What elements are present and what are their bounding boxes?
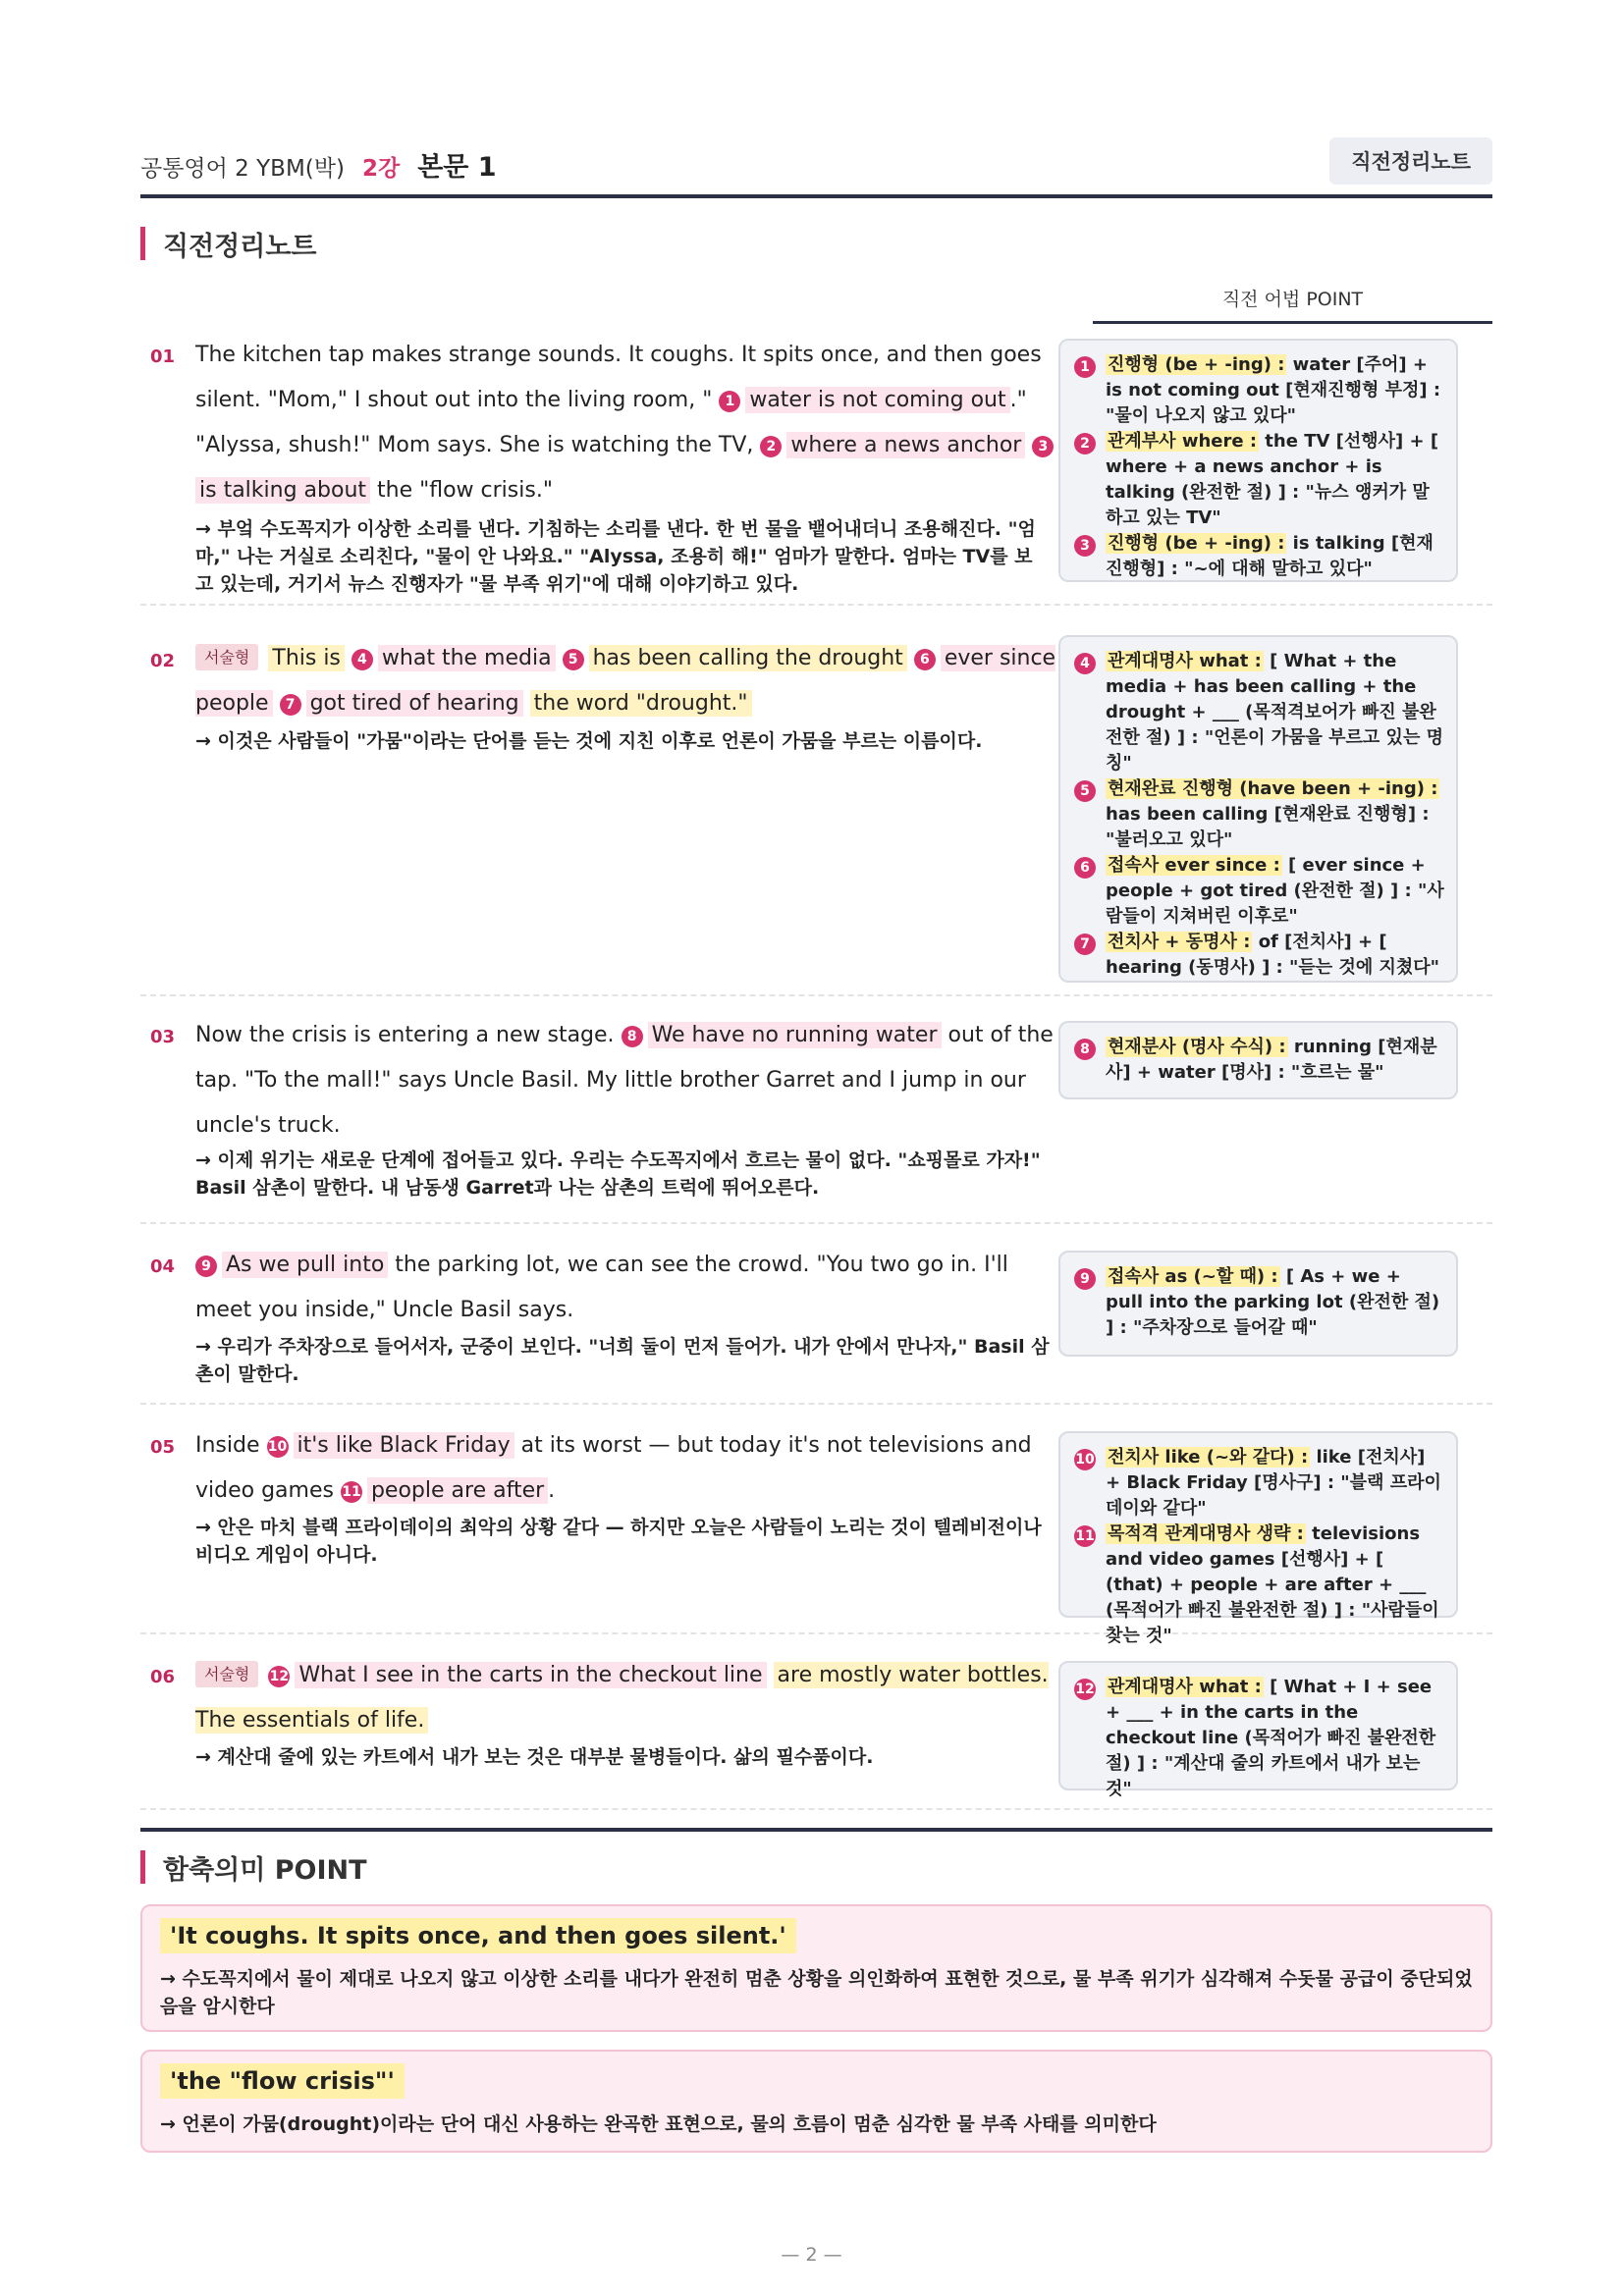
- grammar-point-box: [1058, 1021, 1458, 1099]
- passage-item-01: [140, 339, 1492, 606]
- grammar-point: 1 진행형 (be + -ing) : water [주어] + is not coming out [현재진행형 부정] : "물이 나오지 않고 있다": [1074, 352, 1444, 429]
- header-title: [140, 145, 497, 184]
- point-marker: 2: [760, 436, 782, 457]
- passage-item-02: [140, 631, 1492, 996]
- highlight-phrase: water is not coming out: [745, 387, 1009, 413]
- highlight-phrase: it's like Black Friday: [294, 1432, 514, 1459]
- highlight-phrase: what the media: [378, 645, 556, 671]
- highlight-phrase: is talking about: [195, 477, 370, 504]
- point-marker: 12: [268, 1666, 290, 1687]
- implication-quote: 'It coughs. It spits once, and then goes silent.': [160, 1918, 796, 1953]
- grammar-point: 8 현재분사 (명사 수식) : running [현재분사] + water [명사] : "흐르는 물": [1074, 1035, 1444, 1086]
- item-number: 04: [150, 1256, 176, 1277]
- section-bar: [140, 1850, 145, 1884]
- point-marker: 10: [267, 1436, 289, 1458]
- grammar-point-box: [1058, 1661, 1458, 1799]
- point-marker: 8: [622, 1026, 643, 1047]
- highlight-phrase: are mostly water bottles. The essentials of life.: [195, 1663, 1049, 1733]
- passage-item-05: [140, 1431, 1492, 1646]
- implication-title-text: 함축의미 POINT: [163, 1854, 367, 1886]
- section-title: [140, 226, 1492, 261]
- grammar-point: 7 전치사 + 동명사 : of [전치사] + [ hearing (동명사) ] : "듣는 것에 지쳤다": [1074, 930, 1444, 981]
- grammar-point-box: [1058, 1251, 1458, 1357]
- section-bar: [140, 227, 145, 260]
- grammar-point: 4 관계대명사 what : [ What + the media + has been calling + the drought + ___ (목적격보어가 빠진 불완전한 절) ] : "언론이 가뭄을 부르고 있는 명칭": [1074, 649, 1444, 776]
- passage-text: Inside 10 it's like Black Friday at its worst — but today it's not televisions and video games 11 people are after .: [195, 1433, 1032, 1503]
- grammar-point: 9 접속사 as (~할 때) : [ As + we + pull into the parking lot (완전한 절) ] : "주차장으로 들어갈 때": [1074, 1264, 1444, 1341]
- item-number: 01: [150, 347, 176, 367]
- point-marker: 7: [280, 694, 301, 716]
- point-marker: 11: [341, 1481, 362, 1503]
- essay-tag: 서술형: [195, 644, 258, 670]
- implication-box-1: [140, 1904, 1492, 2032]
- passage-text: Now the crisis is entering a new stage. 8 We have no running water out of the tap. "To the mall!" says Uncle Basil. My little brother Garret and I jump in our uncle's truck.: [195, 1023, 1054, 1138]
- section-divider: [140, 1828, 1492, 1832]
- highlight-phrase: ever since people: [195, 646, 1056, 716]
- grammar-point: 3 진행형 (be + -ing) : is talking [현재진행형] : "~에 대해 말하고 있다": [1074, 531, 1444, 582]
- lesson-number: 2강: [361, 156, 401, 182]
- grammar-point: 5 현재완료 진행형 (have been + -ing) : has been calling [현재완료 진행형] : "불러오고 있다": [1074, 776, 1444, 853]
- grammar-point: 11 목적격 관계대명사 생략 : televisions and video games [선행사] + [ (that) + people + are after + ___ (목적어가 빠진 불완전한 절) ] : "사람들이 찾는 것": [1075, 1523, 1439, 1646]
- implication-text: → 수도꼭지에서 물이 제대로 나오지 않고 이상한 소리를 내다가 완전히 멈춘 상황을 의인화하여 표현한 것으로, 물 부족 위기가 심각해져 수돗물 공급이 중단되었음을 암시한다: [160, 1968, 1473, 2017]
- point-marker: 5: [563, 649, 584, 670]
- item-number: 06: [150, 1667, 176, 1687]
- translation: → 우리가 주차장으로 들어서자, 군중이 보인다. "너희 둘이 먼저 들어가. 내가 안에서 만나자," Basil 삼촌이 말한다.: [195, 1336, 1050, 1385]
- translation: → 이제 위기는 새로운 단계에 접어들고 있다. 우리는 수도꼭지에서 흐르는 물이 없다. "쇼핑몰로 가자!" Basil 삼촌이 말한다. 내 남동생 Garret과 나는 삼촌의 트럭에 뛰어오른다.: [195, 1149, 1041, 1199]
- highlight-phrase: This is: [268, 645, 345, 671]
- point-marker: 4: [352, 649, 373, 670]
- point-marker: 6: [914, 649, 936, 670]
- passage-item-04: [140, 1251, 1492, 1405]
- grammar-point: 12 관계대명사 what : [ What + I + see + ___ + in the carts in the checkout line (목적어가 빠진 불완전한 절) ] : "계산대 줄의 카트에서 내가 보는 것": [1075, 1677, 1436, 1799]
- grammar-point-box: [1058, 635, 1458, 983]
- page: [140, 137, 1492, 2135]
- point-marker: 1: [719, 391, 740, 412]
- highlight-phrase: What I see in the carts in the checkout line: [295, 1662, 766, 1688]
- grammar-point: 2 관계부사 where : the TV [선행사] + [ where + a news anchor + is talking (완전한 절) ] : "뉴스 앵커가 말하고 있는 TV": [1074, 429, 1444, 531]
- passage-text: 9 As we pull into the parking lot, we can see the crowd. "You two go in. I'll meet you inside," Uncle Basil says.: [195, 1253, 1008, 1322]
- item-number: 03: [150, 1027, 176, 1047]
- highlight-phrase: people are after: [367, 1477, 548, 1504]
- item-number: 02: [150, 651, 176, 671]
- header-tag: 직전정리노트: [1329, 137, 1492, 185]
- essay-tag: 서술형: [195, 1661, 258, 1687]
- course-name: 공통영어 2 YBM(박): [140, 156, 345, 182]
- highlight-phrase: where a news anchor: [786, 432, 1025, 458]
- passage-item-06: [140, 1661, 1492, 1810]
- section-title-text: 직전정리노트: [163, 231, 317, 262]
- main-title: 본문 1: [417, 152, 497, 183]
- grammar-point: 10 전치사 like (~와 같다) : like [전치사] + Black Friday [명사구] : "블랙 프라이데이와 같다": [1075, 1447, 1441, 1519]
- grammar-point-box: [1058, 1431, 1458, 1646]
- item-number: 05: [150, 1437, 176, 1458]
- translation: → 계산대 줄에 있는 카트에서 내가 보는 것은 대부분 물병들이다. 삶의 필수품이다.: [195, 1746, 874, 1768]
- highlight-phrase: As we pull into: [222, 1252, 388, 1278]
- implication-title: [140, 1849, 367, 1885]
- highlight-phrase: the word "drought.": [530, 690, 752, 717]
- grammar-point-heading: 직전 어법 POINT: [1093, 285, 1492, 324]
- passage-text: [195, 636, 1059, 726]
- point-marker: 9: [195, 1255, 217, 1277]
- translation: → 부엌 수도꼭지가 이상한 소리를 낸다. 기침하는 소리를 낸다. 한 번 물을 뱉어내더니 조용해진다. "엄마," 나는 거실로 소리친다, "물이 안 나와요." "Alyssa, 조용히 해!" 엄마가 말한다. 엄마는 TV를 보고 있는데, 거기서 뉴스 진행자가 "물 부족 위기"에 대해 이야기하고 있다.: [195, 518, 1036, 595]
- passage-text: [195, 1653, 1059, 1743]
- implication-text: → 언론이 가뭄(drought)이라는 단어 대신 사용하는 완곡한 표현으로, 물의 흐름이 멈춘 심각한 물 부족 사태를 의미한다: [160, 2113, 1157, 2135]
- highlight-phrase: We have no running water: [648, 1022, 942, 1048]
- grammar-point-box: [1058, 339, 1458, 582]
- page-number: — 2 —: [781, 2244, 842, 2266]
- implication-box-2: [140, 2050, 1492, 2153]
- translation: → 이것은 사람들이 "가뭄"이라는 단어를 듣는 것에 지친 이후로 언론이 가뭄을 부르는 이름이다.: [195, 730, 983, 752]
- highlight-phrase: has been calling the drought: [589, 645, 907, 671]
- point-marker: 3: [1032, 436, 1054, 457]
- passage-text: The kitchen tap makes strange sounds. It coughs. It spits once, and then goes silent. "Mom," I shout out into the living room, " 1 water is not coming out ." "Alyssa, shush!" Mom says. She is watching the TV, 2 where a news anchor 3is talking about the "flow crisis.": [195, 333, 1059, 513]
- grammar-point: 6 접속사 ever since : [ ever since + people + got tired (완전한 절) ] : "사람들이 지쳐버린 이후로": [1074, 853, 1444, 930]
- translation: → 안은 마치 블랙 프라이데이의 최악의 상황 같다 — 하지만 오늘은 사람들이 노리는 것이 텔레비전이나 비디오 게임이 아니다.: [195, 1517, 1042, 1566]
- page-header: [140, 137, 1492, 198]
- highlight-phrase: got tired of hearing: [306, 690, 523, 717]
- passage-item-03: [140, 1021, 1492, 1224]
- implication-quote: 'the "flow crisis"': [160, 2063, 405, 2099]
